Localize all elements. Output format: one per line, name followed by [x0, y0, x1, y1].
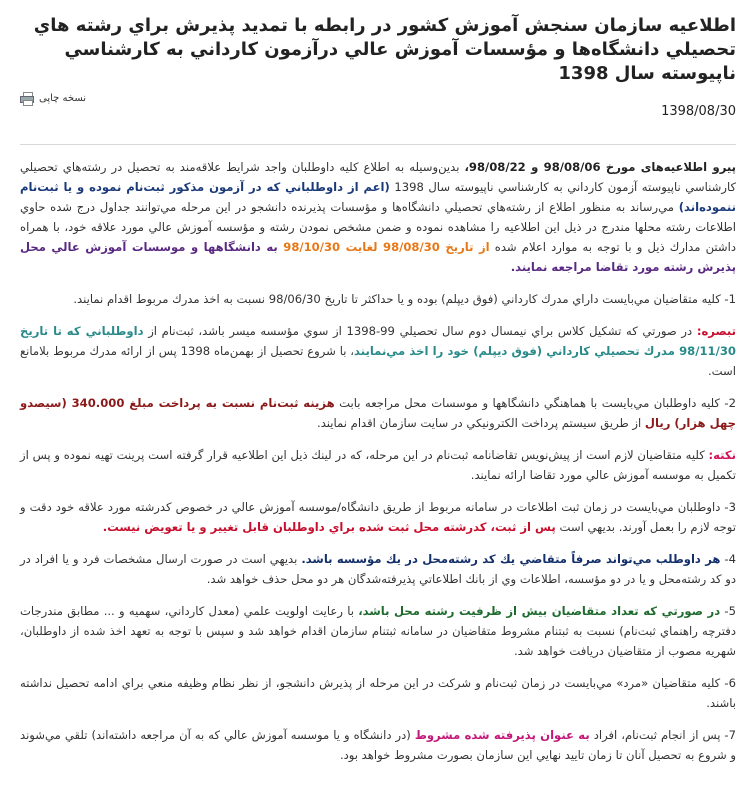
text-segment: 5- — [720, 604, 736, 618]
date-box — [661, 104, 736, 119]
intro-date-range: از تاريخ 98/08/30 لغايت 98/10/30 — [283, 240, 490, 254]
text-segment: ، با شروع تحصيل از بهمن‌ماه 1398 پس از ارائه مدرك مربوط بلامانع است. — [20, 344, 736, 378]
single-code-rule: هر داوطلب مي‌تواند صرفاً متقاضي يك كد رشته‌محل در يك مؤسسه باشد. — [301, 552, 721, 566]
paragraph-item-1 — [20, 289, 736, 309]
article-title: اطلاعيه سازمان سنجش آموزش كشور در رابطه با تمديد پذيرش براي رشته هاي تحصيلي دانشگاه‌ها و مؤسسات آموزش عالي درآزمون كارداني به كارشناسي ناپيوسته سال 1398 — [33, 15, 736, 84]
text-segment: با رعايت اولويت علمي (معدل كارداني، سهميه و ... مطابق مندرجات دفترچه راهنماي ثبت‌نام) نسبت به ثبتنام مشروط متقاضيان در سامانه ثبتنام سازمان اقدام خواهد شد و سپس با توجه به تعهد اخذ شده از داوطلبان، شهريه مصوب از متقاضيان دريافت خواهد شد. — [20, 604, 736, 658]
print-label[interactable]: نسخه چاپی — [39, 93, 87, 104]
text-segment: از طريق سيستم پرداخت الكترونيكي در سايت سازمان اقدام نمايند. — [317, 416, 645, 430]
text-segment: بدین‌وسیله به اطلاع كليه داوطلبان واجد شرايط علاقه‌مند به تحصيل در رشته‌هاي تحصيلي كارشناسي ناپيوسته آزمون كارداني به كارشناسي ناپيوسته سال 1398 — [20, 160, 737, 194]
intro-instruction: به دانشگاهها و موسسات آموزش عالي محل پذيرش رشته مورد تقاضا مراجعه نمايند. — [20, 240, 736, 274]
text-segment: 3- داوطلبان مي‌بايست در زمان ثبت اطلاعات در سامانه مربوط از طريق دانشگاه/موسسه آموزش عالي در خصوص كدرشته مورد علاقه خود دقت و توجه لازم را بعمل آورند. بديهي است — [20, 500, 736, 534]
paragraph-note-1 — [20, 321, 736, 381]
conditional-admission: به عنوان پذيرفته شده مشروط — [414, 728, 590, 742]
text-segment: 4- — [720, 552, 736, 566]
text-segment: (در دانشگاه و يا موسسه آموزش عالي كه به آن مراجعه داشته‌اند) تلقي مي‌شوند و شروع به تحصيل آنان تا زمان تاييد نهايي اين سازمان بصورت مشروط خواهد بود. — [20, 728, 736, 762]
tip-label: نكته: — [708, 448, 736, 462]
article-body — [20, 157, 736, 765]
intro-reference: پیرو اطلاعیه‌های مورخ 98/08/06 و 98/08/22، — [464, 160, 736, 174]
paragraph-item-3 — [20, 497, 736, 537]
text-segment: 1- كليه متقاضيان مي‌بايست داراي مدرك كارداني (فوق ديپلم) بوده و يا حداكثر تا تاريخ 98/06/30 نسبت به اخذ مدرك مربوط اقدام نمايند. — [73, 292, 736, 306]
divider — [20, 144, 736, 145]
publish-date: 1398/08/30 — [661, 104, 736, 119]
printer-icon[interactable] — [20, 92, 34, 105]
text-segment: 2- كليه داوطلبان مي‌بايست با هماهنگي دانشگاهها و موسسات محل مراجعه بابت — [334, 396, 736, 410]
fee-highlight: هزينه ثبت‌نام نسبت به پرداخت مبلغ 340.000 (سيصدو چهل هزار) ريال — [20, 396, 736, 430]
capacity-rule: در صورتي كه تعداد متقاضيان بيش از ظرفيت رشته محل باشد، — [358, 604, 721, 618]
text-segment: 7- پس از انجام ثبت‌نام، افراد — [589, 728, 737, 742]
note-highlight: داوطلباني كه تا تاريخ 98/11/30 مدرك تحصيلي كارداني (فوق ديپلم) خود را اخذ مي‌نمايند — [20, 324, 736, 358]
no-change-warning: پس از ثبت، كدرشته محل ثبت شده براي داوطلبان قابل تغيير و يا تعويض نيست. — [102, 520, 556, 534]
article-meta — [20, 90, 736, 132]
text-segment: 6- كليه متقاضيان «مرد» مي‌بايست در زمان ثبت‌نام و شركت در اين مرحله از پذيرش دانشجو، از نظر نظام وظيفه منعي براي ادامه تحصيل نداشته باشند. — [20, 676, 736, 710]
paragraph-item-2 — [20, 393, 736, 433]
note-label: تبصره: — [696, 324, 737, 338]
print-version-link[interactable] — [20, 92, 86, 105]
paragraph-note-2 — [20, 445, 736, 485]
text-segment: كليه متقاضيان لازم است از پيش‌نويس تقاضانامه ثبت‌نام در اين مرحله، كه در لينك ذيل اين اطلاعيه قرار گرفته است پرينت تهيه نموده و پس از تكميل به موسسه آموزش عالي مورد تقاضا ارائه نمايند. — [20, 448, 736, 482]
paragraph-item-6 — [20, 673, 736, 713]
paragraph-item-5 — [20, 601, 736, 661]
paragraph-item-7 — [20, 725, 736, 765]
intro-applicants-note: (اعم از داوطلباني كه در آزمون مذكور ثبت‌نام نموده و يا ثبت‌نام ننموده‌اند) — [20, 180, 736, 214]
paragraph-item-4 — [20, 549, 736, 589]
text-segment: مي‌رساند به منظور اطلاع از رشته‌هاي تحصيلي دانشگاه‌ها و مؤسسات پذيرنده دانشجو در اين مرحله مي‌توانند جداول درج شده حاوي اطلاعات رشته محلها مندرج در ذيل اين اطلاعيه را مشاهده نموده و ضمن مشخص نمودن رشته و مؤسسه آموزش عالي مورد علاقه خود، با همراه داشتن مدارك ذيل و با توجه به موارد اعلام شده — [20, 200, 736, 254]
text-segment: بديهي است در صورت ارسال مشخصات فرد و يا افراد در دو كد رشته‌محل و يا در دو مؤسسه، اطلاعات وي از بانك اطلاعاتي پذيرفته‌شدگان هر دو محل حذف خواهد شد. — [20, 552, 736, 586]
text-segment: در صورتي كه تشكيل كلاس براي نيمسال دوم سال تحصيلي 99-1398 از سوي مؤسسه ميسر باشد، ثبت‌نام از — [143, 324, 697, 338]
paragraph-intro — [20, 157, 736, 277]
